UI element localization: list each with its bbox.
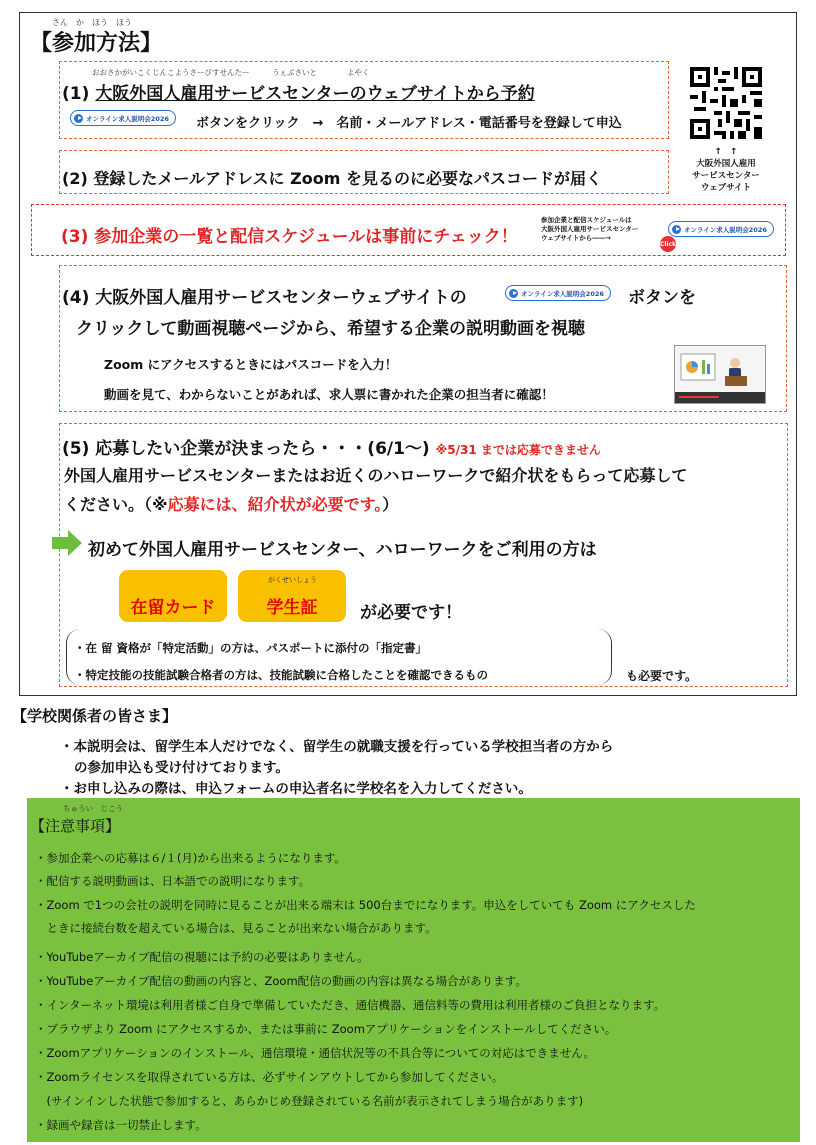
also-required: も必要です。 (626, 669, 698, 683)
play-icon (509, 289, 518, 298)
note-item: ・ブラウザより Zoom にアクセスするか、または事前に Zoomアプリケーションをインストールしてください。 (35, 1022, 617, 1036)
step-5-text: 応募したい企業が決まったら・・・(6/1～) (95, 439, 430, 459)
qr-caption-line: ウェブサイト (700, 183, 752, 193)
step-2-text: 登録したメールアドレスに Zoom を見るのに必要なパスコードが届く (93, 169, 602, 188)
step-5-restriction: ※5/31 までは応募できません (435, 443, 601, 457)
school-bullet: ・本説明会は、留学生本人だけでなく、留学生の就職支援を行っている学校担当者の方から (60, 739, 614, 755)
step-4-contact-note: 動画を見て、わからないことがあれば、求人票に書かれた企業の担当者に確認！ (104, 387, 554, 402)
condition-specified-skills: ・特定技能の技能試験合格者の方は、技能試験に合格したことを確認できるもの (74, 668, 488, 682)
step-5-number: (5) (62, 439, 90, 459)
click-label: Click (659, 240, 677, 248)
step-3-note-line: ウェブサイトから――→ (541, 234, 611, 242)
step-2-heading (62, 166, 602, 189)
note-item: ・Zoomアプリケーションのインストール、通信環境・通信状況等の不具合等についての対応はできません。 (35, 1046, 595, 1060)
qr-code[interactable] (686, 63, 766, 143)
video-presentation-illustration (674, 345, 766, 404)
play-icon (672, 225, 681, 234)
step-1-text: 大阪外国人雇用サービスセンターのウェブサイトから予約 (95, 84, 535, 104)
qr-arrows: ↑ ↑ (714, 147, 738, 157)
play-icon (74, 114, 83, 123)
notes-section (27, 798, 800, 1142)
step-3-heading (61, 222, 518, 247)
note-item: ・参加企業への応募は６/１(月)から出来るようになります。 (35, 851, 346, 865)
step-3-number: (3) (61, 227, 89, 247)
notes-heading-ruby: ちゅうい じこう (63, 804, 123, 813)
step-5-referral-required: 応募には、紹介状が必要です。 (167, 495, 383, 514)
note-item: ・配信する説明動画は、日本語での説明になります。 (35, 874, 311, 888)
school-heading: 【学校関係者の皆さま】 (12, 707, 178, 725)
page-title: 【参加方法】 (30, 31, 163, 56)
step-1-number: (1) (62, 84, 90, 104)
note-item: ・YouTubeアーカイブ配信の動画の内容と、Zoom配信の動画の内容は異なる場合があります。 (35, 974, 527, 988)
click-hand-icon (660, 236, 676, 252)
step-1-instructions: ボタンをクリック → 名前・メールアドレス・電話番号を登録して申込 (196, 116, 622, 131)
step-3-note-line: 大阪外国人雇用サービスセンター (541, 225, 639, 233)
step-4-heading-end: ボタンを (628, 288, 696, 308)
step-4-line2: クリックして動画視聴ページから、希望する企業の説明動画を視聴 (76, 319, 585, 339)
note-item: ・YouTubeアーカイブ配信の視聴には予約の必要はありません。 (35, 950, 369, 964)
online-button-label: オンライン求人説明会2026 (521, 289, 604, 298)
first-time-users: 初めて外国人雇用サービスセンター、ハローワークをご利用の方は (88, 540, 597, 560)
school-bullet: ・お申し込みの際は、申込フォームの申込者名に学校名を入力してください。 (60, 781, 532, 797)
qr-caption (676, 146, 776, 194)
step-5-line3-end: ） (382, 495, 399, 514)
school-bullet-cont: の参加申込も受け付けております。 (74, 760, 289, 776)
note-item: ・Zoom で1つの会社の説明を同時に見ることが出来る端末は 500台までになります。申込をしていても Zoom にアクセスした (35, 898, 696, 912)
note-item: ・インターネット環境は利用者様ご自身で準備していただき、通信機器、通信料等の費用は利用者様のご負担となります。 (35, 998, 666, 1012)
online-job-fair-button[interactable] (668, 221, 774, 237)
note-item: (サインインした状態で参加すると、あらかじめ登録されている名前が表示されてしまう場合があります) (35, 1094, 584, 1108)
step-5-line2: 外国人雇用サービスセンターまたはお近くのハローワークで紹介状をもらって応募して (64, 466, 688, 485)
online-job-fair-button[interactable] (70, 110, 176, 126)
student-id-ruby: がくせいしょう (268, 576, 317, 584)
step-4-number: (4) (62, 288, 90, 308)
step-5-heading (62, 434, 601, 459)
qr-caption-line: サービスセンター (692, 171, 760, 181)
qr-caption-line: 大阪外国人雇用 (696, 159, 756, 169)
required-text: が必要です！ (360, 603, 462, 623)
step-3-note (541, 216, 638, 243)
step-4-text: 大阪外国人雇用サービスセンターウェブサイトの (95, 288, 467, 308)
green-arrow-icon (52, 530, 82, 556)
step-1-ruby: おおさかがいこくじんこようさーびすせんたー うぇぶさいと よやく (92, 68, 370, 77)
online-button-label: オンライン求人説明会2026 (684, 225, 767, 234)
condition-designated-activities: ・在 留 資格が「特定活動」の方は、パスポートに添付の「指定書」 (74, 641, 428, 655)
step-3-note-line: 参加企業と配信スケジュールは (541, 216, 632, 224)
step-5-line3-start: ください。（※ (64, 495, 168, 514)
step-2-number: (2) (62, 169, 88, 188)
note-item: ・録画や録音は一切禁止します。 (35, 1118, 207, 1132)
step-5-line3 (64, 492, 398, 515)
online-button-label: オンライン求人説明会2026 (86, 114, 169, 123)
step-4-passcode-note: Zoom にアクセスするときにはパスコードを入力！ (104, 357, 398, 372)
student-id-label: 学生証 (266, 597, 318, 618)
step-1-heading (62, 79, 535, 104)
step-3-text: 参加企業の一覧と配信スケジュールは事前にチェック！ (94, 227, 518, 247)
title-ruby: さん か ほう ほう (52, 18, 132, 27)
note-item: ときに接続台数を超えている場合は、見ることが出来ない場合があります。 (35, 921, 437, 935)
step-4-heading (62, 283, 467, 308)
school-notes (60, 737, 613, 800)
online-job-fair-button[interactable] (505, 285, 611, 301)
note-item: ・Zoomライセンスを取得されている方は、必ずサインアウトしてから参加してください。 (35, 1070, 504, 1084)
notes-heading: 【注意事項】 (30, 817, 121, 835)
residence-card-label: 在留カード (130, 597, 216, 618)
residence-card-badge (119, 570, 227, 622)
